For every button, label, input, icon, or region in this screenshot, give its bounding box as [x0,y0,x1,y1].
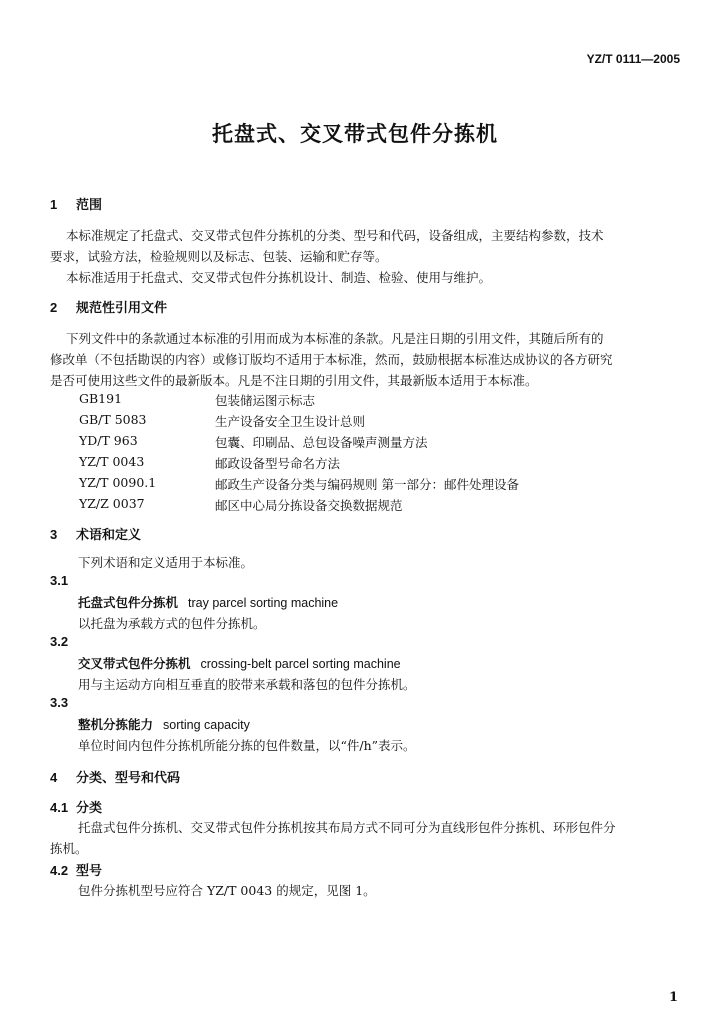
reference-code: GB/T 5083 [79,412,147,427]
reference-code: YZ/T 0043 [79,454,145,469]
section-number: 1 [50,197,58,212]
reference-title: 邮政生产设备分类与编码规则 第一部分：邮件处理设备 [215,477,519,492]
term-definition: 用与主运动方向相互垂直的胶带来承载和落包的包件分拣机。 [78,677,416,692]
paragraph-line: 托盘式包件分拣机、交叉带式包件分拣机按其布局方式不同可分为直线形包件分拣机、环形包件分 [78,820,616,835]
section-number: 4 [50,770,58,785]
section-1-heading [50,194,102,213]
term-zh: 整机分拣能力 [78,717,154,732]
reference-title: 生产设备安全卫生设计总则 [215,414,366,429]
reference-code: YZ/Z 0037 [79,496,145,511]
section-3-heading [50,524,141,543]
term-number: 3.3 [50,695,69,710]
section-4-heading [50,767,180,786]
term-en: tray parcel sorting machine [188,596,339,610]
section-title: 分类、型号和代码 [76,770,181,785]
reference-title: 包装储运图示标志 [215,393,316,408]
reference-title: 包囊、印刷品、总包设备噪声测量方法 [215,435,428,450]
paragraph-line: 下列文件中的条款通过本标准的引用而成为本标准的条款。凡是注日期的引用文件，其随后所有的 [66,331,604,346]
standard-number: YZ/T 0111—2005 [586,52,680,66]
section-title: 规范性引用文件 [76,300,168,315]
term-definition: 以托盘为承载方式的包件分拣机。 [78,616,266,631]
section-number: 2 [50,300,58,315]
term-name [78,715,250,733]
reference-code: YD/T 963 [79,433,138,448]
section-title: 术语和定义 [76,527,142,542]
term-zh: 托盘式包件分拣机 [78,595,179,610]
term-name [78,654,401,672]
subsection-title: 型号 [76,863,103,878]
term-number: 3.2 [50,634,69,649]
term-en: crossing-belt parcel sorting machine [200,657,401,671]
document-title: 托盘式、交叉带式包件分拣机 [212,121,498,146]
reference-title: 邮政设备型号命名方法 [215,456,341,471]
term-number: 3.1 [50,573,69,588]
paragraph-line: 本标准适用于托盘式、交叉带式包件分拣机设计、制造、检验、使用与维护。 [66,270,492,285]
term-en: sorting capacity [163,718,250,732]
paragraph-line: 修改单（不包括勘误的内容）或修订版均不适用于本标准，然而，鼓励根据本标准达成协议的各方研究 [50,352,613,367]
section-2-heading [50,297,167,316]
paragraph-line: 要求，试验方法，检验规则以及标志、包装、运输和贮存等。 [50,249,388,264]
subsection-title: 分类 [76,800,103,815]
paragraph-line: 拣机。 [50,841,88,856]
page-number: 1 [668,990,678,1005]
term-name [78,593,338,611]
reference-title: 邮区中心局分拣设备交换数据规范 [215,498,403,513]
paragraph-line: 是否可使用这些文件的最新版本。凡是不注日期的引用文件，其最新版本适用于本标准。 [50,373,538,388]
paragraph-line: 本标准规定了托盘式、交叉带式包件分拣机的分类、型号和代码，设备组成，主要结构参数，技术 [66,228,604,243]
subsection-number: 4.1 [50,800,69,815]
paragraph-line: 下列术语和定义适用于本标准。 [78,555,254,570]
section-title: 范围 [76,197,103,212]
subsection-number: 4.2 [50,863,69,878]
paragraph-line: 包件分拣机型号应符合 YZ/T 0043 的规定，见图 1。 [78,883,376,898]
term-definition: 单位时间内包件分拣机所能分拣的包件数量，以“件/h”表示。 [78,738,416,753]
term-zh: 交叉带式包件分拣机 [78,656,191,671]
subsection-4-1-heading [50,797,102,816]
reference-code: YZ/T 0090.1 [79,475,157,490]
section-number: 3 [50,527,58,542]
subsection-4-2-heading [50,860,102,879]
reference-code: GB191 [79,391,123,406]
